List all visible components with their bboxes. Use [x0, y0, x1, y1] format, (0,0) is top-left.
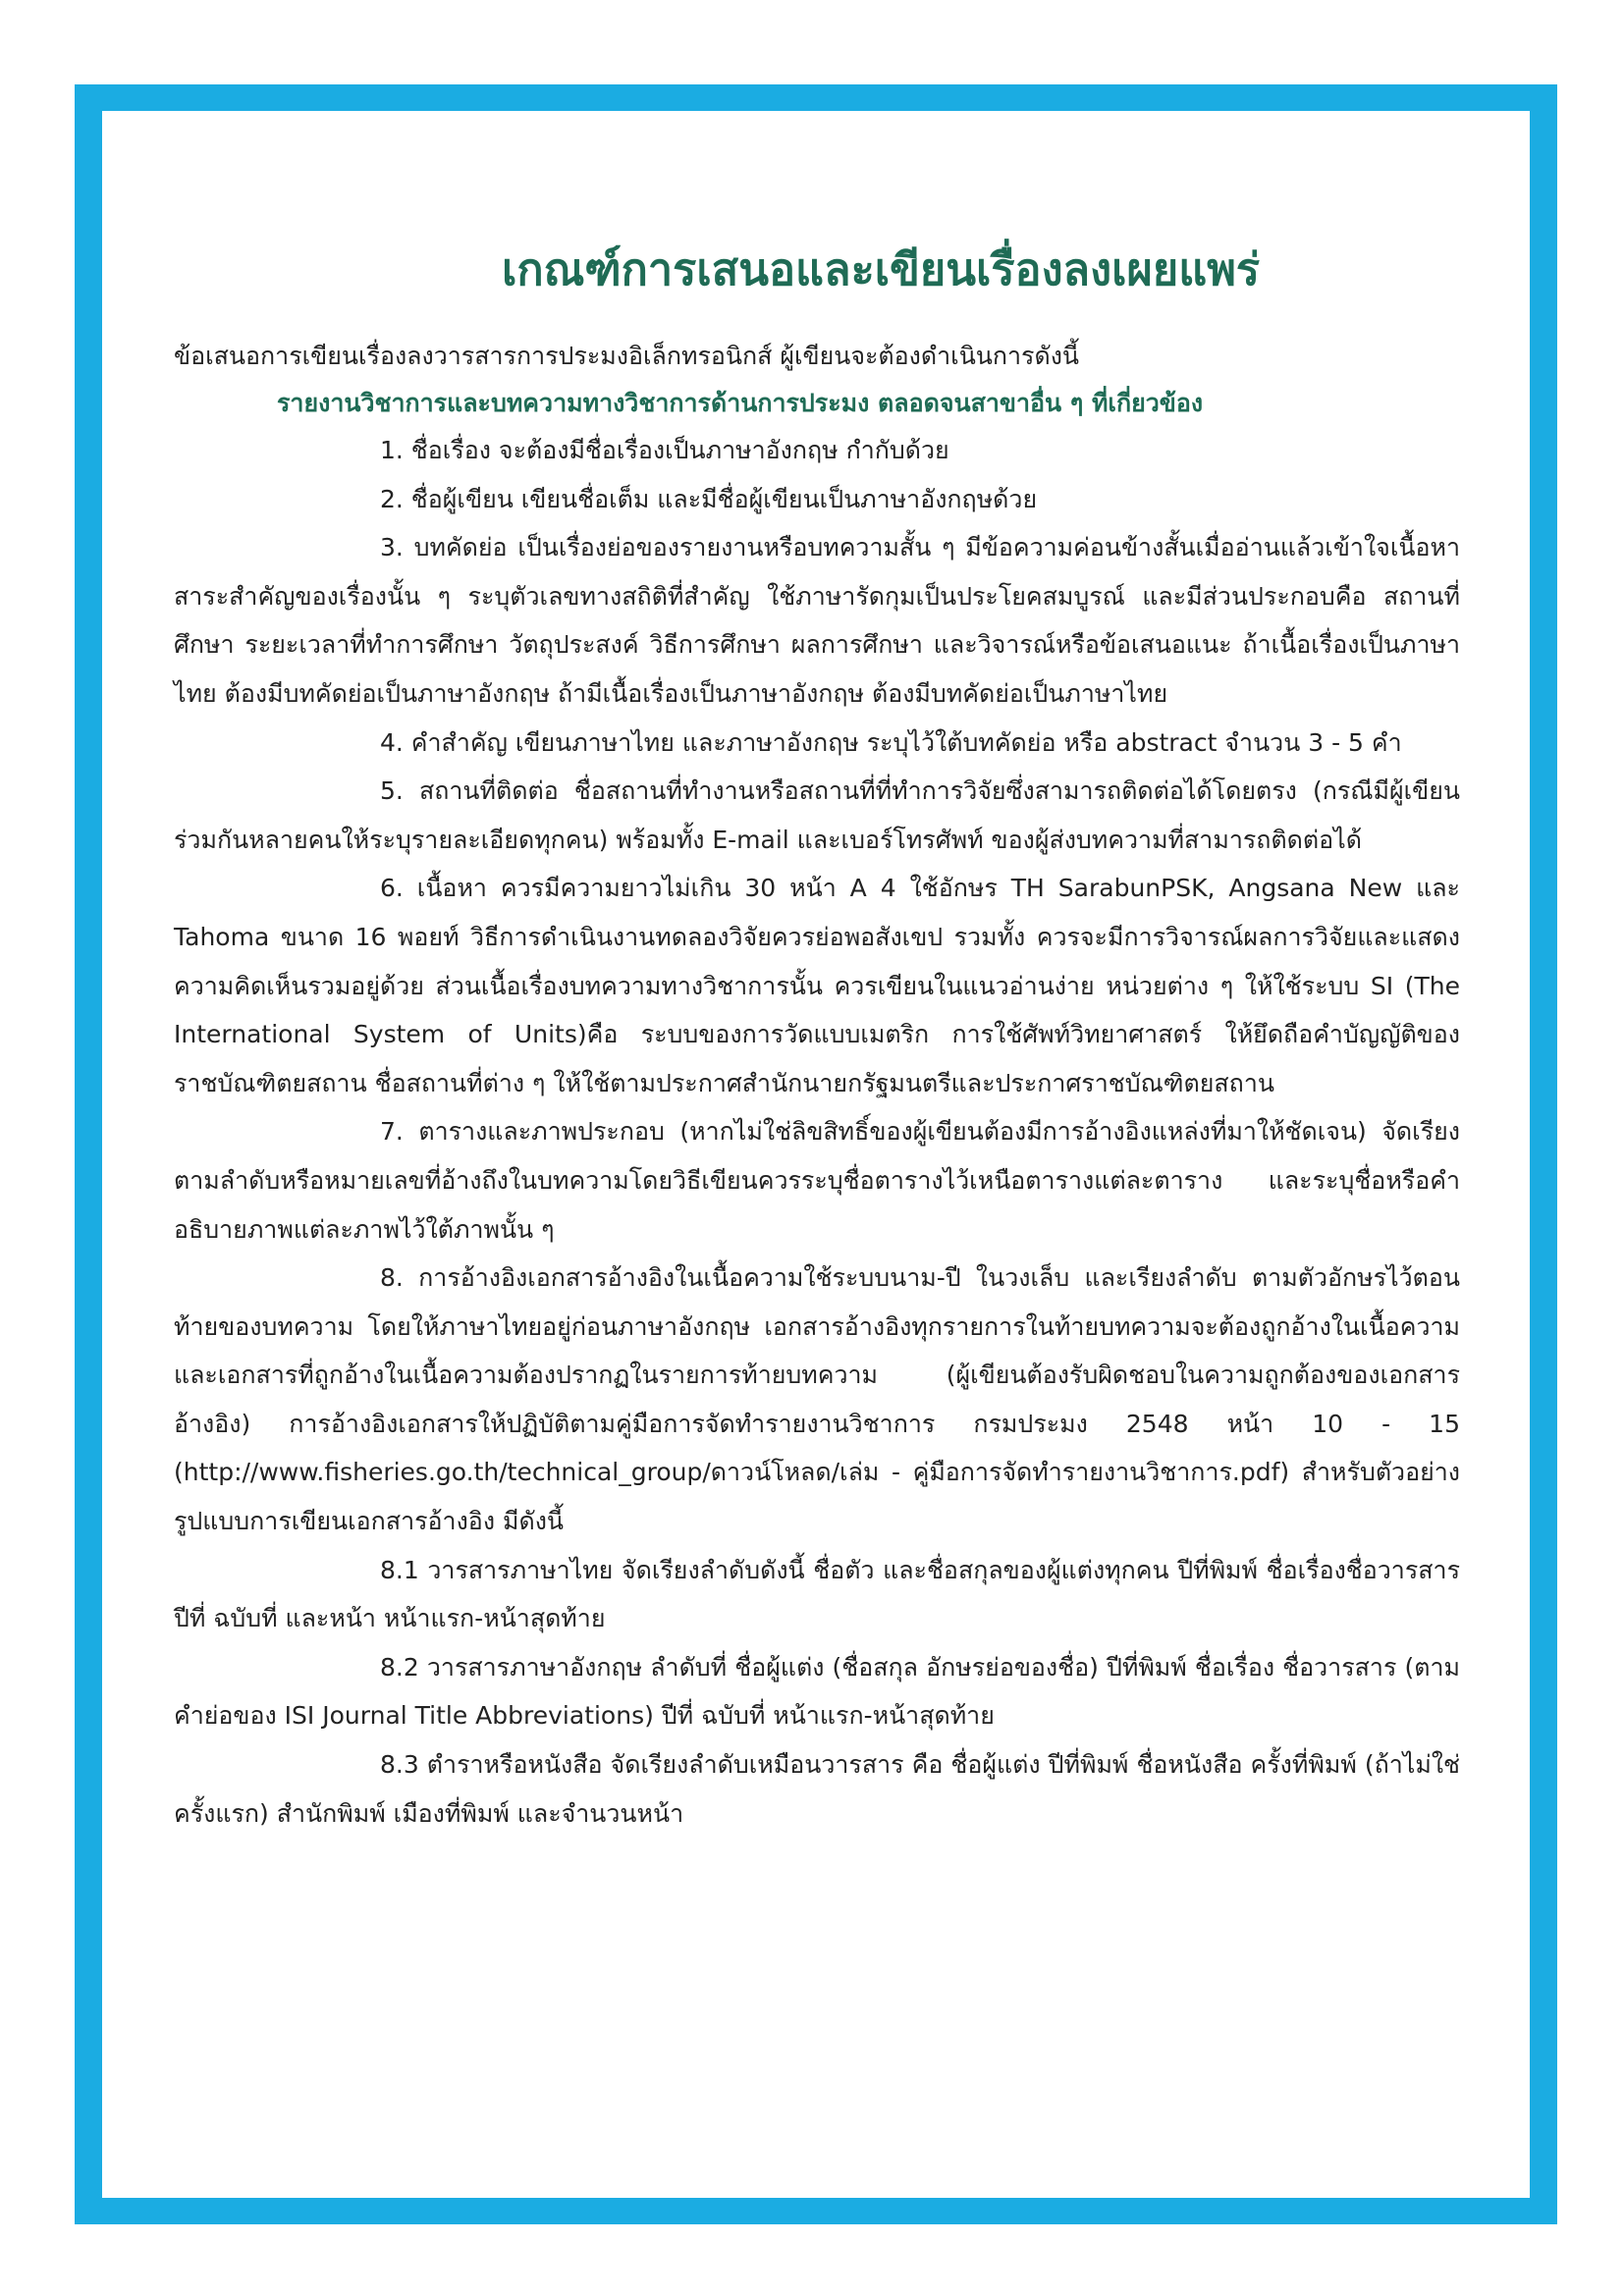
criteria-item-2: 2. ชื่อผู้เขียน เขียนชื่อเต็ม และมีชื่อผู้เขียนเป็นภาษาอังกฤษด้วย [380, 484, 1038, 513]
criteria-item-8-2: 8.2 วารสารภาษาอังกฤษ ลำดับที่ ชื่อผู้แต่ง (ชื่อสกุล อักษรย่อของชื่อ) ปีที่พิมพ์ ชื่อเรื่อง ชื่อวารสาร (ตามคำย่อของ ISI Journal Title Abbreviations) ปีที่ ฉบับที่ หน้าแรก-หน้าสุดท้าย [174, 1652, 1460, 1731]
document-body [102, 111, 1530, 2198]
document-content [174, 111, 1460, 1838]
criteria-item-4: 4. คำสำคัญ เขียนภาษาไทย และภาษาอังกฤษ ระบุไว้ใต้บทคัดย่อ หรือ abstract จำนวน 3 - 5 คำ [380, 727, 1402, 757]
criteria-item-7: 7. ตารางและภาพประกอบ (หากไม่ใช่ลิขสิทธิ์ของผู้เขียนต้องมีการอ้างอิงแหล่งที่มาให้ชัดเจน) จัดเรียงตามลำดับหรือหมายเลขที่อ้างถึงในบทความโดยวิธีเขียนควรระบุชื่อตารางไว้เหนือตารางแต่ละตาราง และระบุชื่อหรือคำอธิบายภาพแต่ละภาพไว้ใต้ภาพนั้น ๆ [174, 1117, 1460, 1244]
criteria-item-1: 1. ชื่อเรื่อง จะต้องมีชื่อเรื่องเป็นภาษาอังกฤษ กำกับด้วย [380, 436, 949, 464]
criteria-item-8: 8. การอ้างอิงเอกสารอ้างอิงในเนื้อความใช้ระบบนาม-ปี ในวงเล็บ และเรียงลำดับ ตามตัวอักษรไว้ตอนท้ายของบทความ โดยให้ภาษาไทยอยู่ก่อนภาษาอังกฤษ เอกสารอ้างอิงทุกรายการในท้ายบทความจะต้องถูกอ้างในเนื้อความ และเอกสารที่ถูกอ้างในเนื้อความต้องปรากฏในรายการท้ายบทความ (ผู้เขียนต้องรับผิดชอบในความถูกต้องของเอกสารอ้างอิง) การอ้างอิงเอกสารให้ปฏิบัติตามคู่มือการจัดทำรายงานวิชาการ กรมประมง 2548 หน้า 10 - 15 (http://www.fisheries.go.th/technical_group/ดาวน์โหลด/เล่ม - คู่มือการจัดทำรายงานวิชาการ.pdf) สำหรับตัวอย่างรูปแบบการเขียนเอกสารอ้างอิง มีดังนี้ [174, 1263, 1460, 1536]
criteria-item-6: 6. เนื้อหา ควรมีความยาวไม่เกิน 30 หน้า A 4 ใช้อักษร TH SarabunPSK, Angsana New และ Tahoma ขนาด 16 พอยท์ วิธีการดำเนินงานทดลองวิจัยควรย่อพอสังเขป รวมทั้ง ควรจะมีการวิจารณ์ผลการวิจัยและแสดงความคิดเห็นรวมอยู่ด้วย ส่วนเนื้อเรื่องบทความทางวิชาการนั้น ควรเขียนในแนวอ่านง่าย หน่วยต่าง ๆ ให้ใช้ระบบ SI (The International System of Units)คือ ระบบของการวัดแบบเมตริก การใช้ศัพท์วิทยาศาสตร์ ให้ยึดถือคำบัญญัติของราชบัณฑิตยสถาน ชื่อสถานที่ต่าง ๆ ให้ใช้ตามประกาศสำนักนายกรัฐมนตรีและประกาศราชบัณฑิตยสถาน [174, 874, 1460, 1097]
criteria-item-3: 3. บทคัดย่อ เป็นเรื่องย่อของรายงานหรือบทความสั้น ๆ มีข้อความค่อนข้างสั้นเมื่ออ่านแล้วเข้าใจเนื้อหาสาระสำคัญของเรื่องนั้น ๆ ระบุตัวเลขทางสถิติที่สำคัญ ใช้ภาษารัดกุมเป็นประโยคสมบูรณ์ และมีส่วนประกอบคือ สถานที่ศึกษา ระยะเวลาที่ทำการศึกษา วัตถุประสงค์ วิธีการศึกษา ผลการศึกษา และวิจารณ์หรือข้อเสนอแนะ ถ้าเนื้อเรื่องเป็นภาษาไทย ต้องมีบทคัดย่อเป็นภาษาอังกฤษ ถ้ามีเนื้อเรื่องเป็นภาษาอังกฤษ ต้องมีบทคัดย่อเป็นภาษาไทย [174, 533, 1460, 708]
page-title: เกณฑ์การเสนอและเขียนเรื่องลงเผยแพร่ [501, 243, 1261, 295]
criteria-item-8-1: 8.1 วารสารภาษาไทย จัดเรียงลำดับดังนี้ ชื่อตัว และชื่อสกุลของผู้แต่งทุกคน ปีที่พิมพ์ ชื่อเรื่องชื่อวารสาร ปีที่ ฉบับที่ และหน้า หน้าแรก-หน้าสุดท้าย [174, 1555, 1460, 1633]
intro-text: ข้อเสนอการเขียนเรื่องลงวารสารการประมงอิเล็กทรอนิกส์ ผู้เขียนจะต้องดำเนินการดังนี้ [174, 342, 1080, 370]
page-border [75, 84, 1557, 2224]
criteria-item-5: 5. สถานที่ติดต่อ ชื่อสถานที่ทำงานหรือสถานที่ที่ทำการวิจัยซึ่งสามารถติดต่อได้โดยตรง (กรณีมีผู้เขียนร่วมกันหลายคนให้ระบุรายละเอียดทุกคน) พร้อมทั้ง E-mail และเบอร์โทรศัพท์ ของผู้ส่งบทความที่สามารถติดต่อได้ [174, 776, 1460, 854]
section-subtitle: รายงานวิชาการและบทความทางวิชาการด้านการประมง ตลอดจนสาขาอื่น ๆ ที่เกี่ยวข้อง [277, 389, 1204, 417]
criteria-item-8-3: 8.3 ตำราหรือหนังสือ จัดเรียงลำดับเหมือนวารสาร คือ ชื่อผู้แต่ง ปีที่พิมพ์ ชื่อหนังสือ ครั้งที่พิมพ์ (ถ้าไม่ใช่ครั้งแรก) สำนักพิมพ์ เมืองที่พิมพ์ และจำนวนหน้า [174, 1750, 1460, 1828]
